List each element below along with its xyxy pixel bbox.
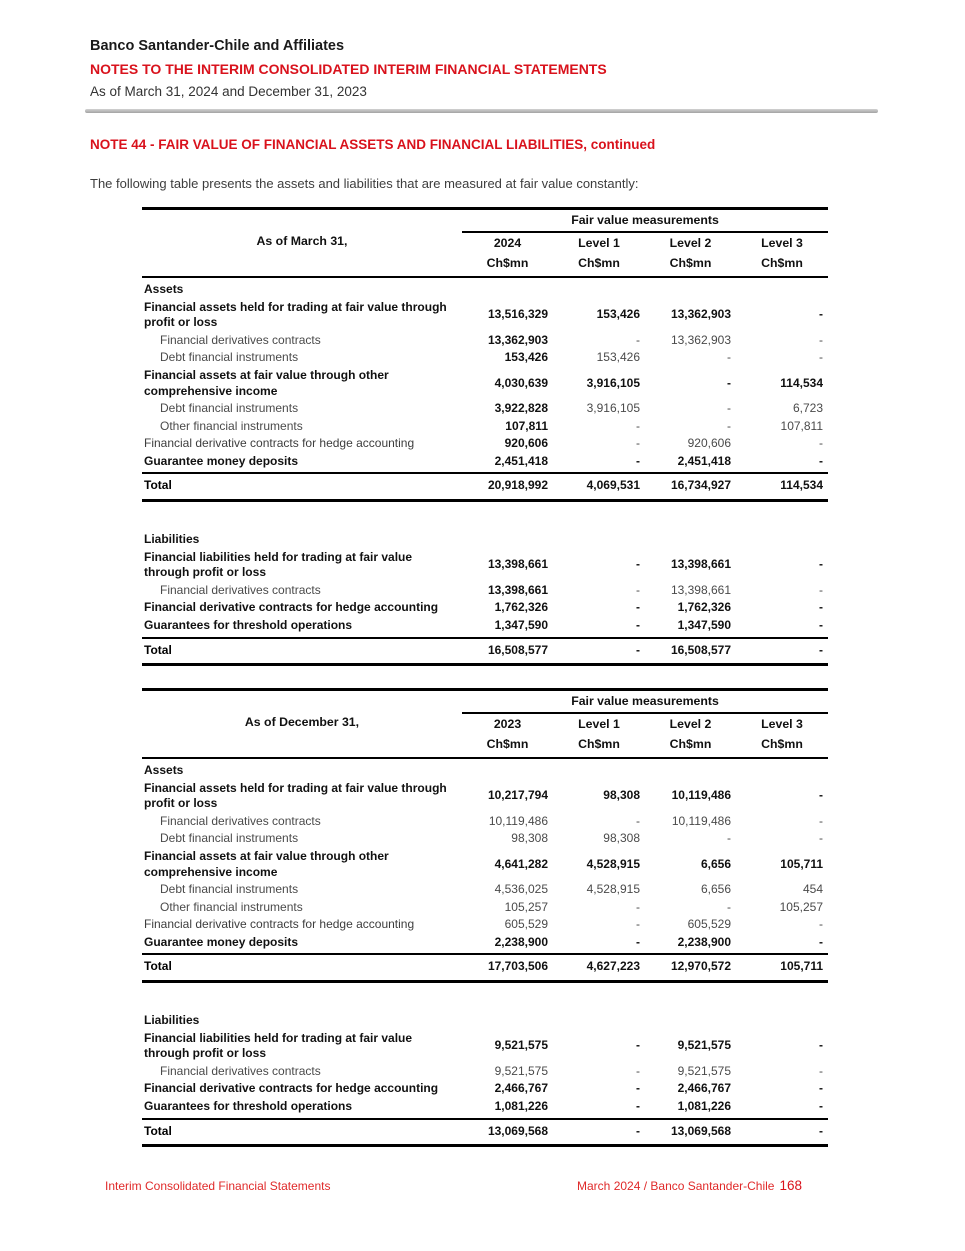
cell-value: 1,081,226: [645, 1098, 736, 1119]
cell-value: -: [736, 1119, 828, 1146]
column-header: 2024: [493, 235, 522, 250]
row-label: Assets: [144, 281, 184, 296]
cell-value: -: [736, 617, 828, 638]
cell-value: 2,466,767: [494, 1081, 548, 1096]
cell-value: -: [819, 582, 824, 597]
cell-value: [736, 758, 828, 780]
cell-value: [462, 277, 553, 299]
cell-value: [553, 758, 645, 780]
cell-value: -: [727, 899, 731, 914]
group-header: Fair value measurements: [462, 690, 828, 713]
row-label: Financial assets held for trading at fair value through profit or loss: [144, 780, 447, 811]
header-spacer: [142, 209, 462, 232]
cell-value: -: [819, 1038, 824, 1053]
cell-value: -: [736, 1098, 828, 1119]
cell-value: 2,238,900: [462, 934, 553, 955]
cell-value: 98,308: [603, 788, 640, 803]
page-footer: [105, 1178, 802, 1193]
cell-value: 6,656: [700, 856, 731, 871]
row-label: Financial assets at fair value through other comprehensive income: [144, 848, 389, 879]
cell-value: -: [819, 917, 824, 932]
header-spacer: [142, 253, 462, 277]
cell-value: 4,627,223: [553, 954, 645, 981]
group-header: Fair value measurements: [462, 209, 828, 232]
cell-value: 17,703,506: [462, 954, 553, 981]
cell-value: -: [636, 332, 640, 347]
table-row: [142, 367, 828, 400]
table-row: [142, 599, 828, 617]
date-line: As of March 31, 2024 and December 31, 2023: [90, 84, 367, 99]
cell-value: 114,534: [736, 473, 828, 500]
cell-value: -: [553, 1119, 645, 1146]
table-row: [142, 881, 828, 899]
fair-value-table-december-2023: [142, 688, 828, 1147]
cell-value: 10,217,794: [487, 788, 548, 803]
cell-value: 98,308: [603, 831, 640, 846]
row-label: Debt financial instruments: [160, 401, 299, 416]
cell-value: [645, 982, 736, 1030]
table-row: [142, 934, 828, 955]
fair-value-table-march-2024: [142, 207, 828, 666]
column-header: Level 1: [578, 235, 620, 250]
row-label: Financial derivative contracts for hedge accounting: [144, 1081, 439, 1096]
cell-value: 2,451,418: [645, 453, 736, 474]
header-spacer: [142, 690, 462, 713]
cell-value: [736, 982, 828, 1030]
cell-value: 6,656: [700, 882, 731, 897]
cell-value: -: [819, 788, 824, 803]
cell-value: -: [553, 1098, 645, 1119]
row-label: Debt financial instruments: [160, 350, 299, 365]
row-label: Other financial instruments: [160, 899, 303, 914]
row-label: Financial derivative contracts for hedge accounting: [144, 917, 415, 932]
cell-value: 16,734,927: [645, 473, 736, 500]
table-header: [142, 690, 828, 758]
table-row: [142, 435, 828, 453]
column-header: Level 2: [669, 235, 712, 250]
table-row: [142, 848, 828, 881]
column-header: Level 2: [669, 716, 712, 731]
cell-value: 2,466,767: [677, 1081, 731, 1096]
row-label: Financial liabilities held for trading at fair value through profit or loss: [144, 1030, 413, 1061]
column-header: Level 3: [761, 716, 803, 731]
cell-value: -: [819, 307, 824, 322]
table-row: [142, 1098, 828, 1119]
cell-value: [736, 501, 828, 549]
row-label: Financial assets at fair value through other comprehensive income: [144, 367, 389, 398]
cell-value: [645, 501, 736, 549]
cell-value: 9,521,575: [677, 1063, 731, 1078]
table-row: [142, 813, 828, 831]
table-row: [142, 400, 828, 418]
cell-value: 16,508,577: [462, 638, 553, 665]
cell-value: 920,606: [504, 436, 548, 451]
cell-value: [462, 758, 553, 780]
company-title: Banco Santander-Chile and Affiliates: [90, 38, 345, 54]
cell-value: -: [736, 638, 828, 665]
cell-value: -: [819, 1063, 824, 1078]
row-label: Financial liabilities held for trading at fair value through profit or loss: [144, 549, 413, 580]
table-row: [142, 617, 828, 638]
period-label: As of March 31,: [256, 234, 348, 249]
total-row: [142, 638, 828, 665]
row-label: Financial derivative contracts for hedge accounting: [144, 600, 439, 615]
cell-value: 153,426: [504, 350, 548, 365]
cell-value: 107,811: [505, 418, 548, 433]
cell-value: -: [553, 453, 645, 474]
cell-value: 13,362,903: [487, 332, 548, 347]
cell-value: 2,238,900: [645, 934, 736, 955]
cell-value: -: [819, 557, 824, 572]
section-header-row: [142, 982, 828, 1030]
cell-value: 105,711: [780, 856, 824, 871]
cell-value: -: [636, 557, 640, 572]
cell-value: [553, 982, 645, 1030]
cell-value: 3,922,828: [494, 401, 548, 416]
cell-value: 1,081,226: [462, 1098, 553, 1119]
cell-value: 9,521,575: [494, 1038, 548, 1053]
cell-value: 114,534: [780, 375, 824, 390]
cell-value: -: [819, 813, 824, 828]
cell-value: 454: [802, 882, 824, 897]
cell-value: 16,508,577: [645, 638, 736, 665]
cell-value: 153,426: [596, 307, 640, 322]
row-label: Financial derivatives contracts: [160, 1063, 321, 1078]
cell-value: -: [727, 401, 731, 416]
row-label: Total: [142, 1119, 462, 1146]
cell-value: -: [736, 453, 828, 474]
cell-value: 13,398,661: [487, 557, 548, 572]
footer-right: [577, 1178, 802, 1193]
cell-value: 1,762,326: [677, 600, 731, 615]
cell-value: 13,398,661: [670, 582, 731, 597]
unit-label: Ch$mn: [462, 734, 553, 758]
cell-value: [645, 758, 736, 780]
total-row: [142, 954, 828, 981]
cell-value: -: [636, 418, 640, 433]
liabilities-section: [142, 501, 828, 665]
table-row: [142, 1080, 828, 1098]
cell-value: [462, 501, 553, 549]
unit-label: Ch$mn: [645, 253, 736, 277]
cell-value: 4,536,025: [494, 882, 548, 897]
table-header: [142, 209, 828, 277]
unit-label: Ch$mn: [462, 253, 553, 277]
cell-value: 1,347,590: [462, 617, 553, 638]
cell-value: 12,970,572: [645, 954, 736, 981]
cell-value: 4,528,915: [586, 882, 640, 897]
table-row: [142, 349, 828, 367]
cell-value: 10,119,486: [488, 813, 548, 828]
cell-value: 1,347,590: [645, 617, 736, 638]
table-row: [142, 332, 828, 350]
table-row: [142, 549, 828, 582]
row-label: Assets: [144, 762, 184, 777]
cell-value: 13,362,903: [670, 307, 731, 322]
column-header: Level 3: [761, 235, 803, 250]
cell-value: 4,528,915: [586, 856, 640, 871]
section-header-row: [142, 501, 828, 549]
cell-value: 105,711: [736, 954, 828, 981]
header-spacer: [142, 734, 462, 758]
cell-value: -: [636, 1081, 640, 1096]
cell-value: -: [727, 375, 731, 390]
cell-value: 107,811: [780, 418, 824, 433]
table-row: [142, 582, 828, 600]
cell-value: [462, 982, 553, 1030]
cell-value: 4,069,531: [553, 473, 645, 500]
cell-value: -: [819, 831, 824, 846]
unit-label: Ch$mn: [553, 734, 645, 758]
row-label: Financial derivatives contracts: [160, 813, 321, 828]
cell-value: -: [636, 1038, 640, 1053]
row-label: Financial derivatives contracts: [160, 332, 321, 347]
page-header: [90, 38, 607, 99]
cell-value: -: [819, 332, 824, 347]
cell-value: -: [727, 350, 731, 365]
assets-section: [142, 277, 828, 501]
table-row: [142, 830, 828, 848]
cell-value: 3,916,105: [586, 375, 640, 390]
unit-label: Ch$mn: [736, 253, 828, 277]
row-label: Total: [142, 473, 462, 500]
cell-value: -: [636, 436, 640, 451]
table-row: [142, 1030, 828, 1063]
row-label: Liabilities: [144, 532, 200, 547]
cell-value: [645, 277, 736, 299]
period-label: As of December 31,: [244, 715, 360, 730]
table-row: [142, 1063, 828, 1081]
unit-label: Ch$mn: [645, 734, 736, 758]
cell-value: 920,606: [687, 436, 731, 451]
cell-value: 3,916,105: [586, 401, 640, 416]
row-label: Financial assets held for trading at fair value through profit or loss: [144, 299, 447, 330]
row-label: Debt financial instruments: [160, 831, 299, 846]
cell-value: 4,030,639: [494, 375, 548, 390]
cell-value: 13,398,661: [487, 582, 548, 597]
total-row: [142, 473, 828, 500]
intro-text: The following table presents the assets and liabilities that are measured at fair value constantly:: [90, 176, 639, 191]
cell-value: -: [636, 600, 640, 615]
row-label: Guarantee money deposits: [142, 453, 462, 474]
cell-value: 13,069,568: [645, 1119, 736, 1146]
unit-label: Ch$mn: [553, 253, 645, 277]
cell-value: 13,362,903: [670, 332, 731, 347]
liabilities-section: [142, 982, 828, 1146]
page-number: 168: [779, 1178, 802, 1193]
row-label: Total: [142, 954, 462, 981]
unit-label: Ch$mn: [736, 734, 828, 758]
row-label: Liabilities: [144, 1013, 200, 1028]
column-header: 2023: [493, 716, 522, 731]
cell-value: 105,257: [779, 899, 824, 914]
row-label: Guarantees for threshold operations: [142, 617, 462, 638]
row-label: Guarantees for threshold operations: [142, 1098, 462, 1119]
cell-value: -: [553, 617, 645, 638]
cell-value: 10,119,486: [671, 788, 731, 803]
cell-value: -: [727, 831, 731, 846]
note-heading: NOTE 44 - FAIR VALUE OF FINANCIAL ASSETS AND FINANCIAL LIABILITIES, continued: [90, 137, 656, 152]
table-row: [142, 780, 828, 813]
total-row: [142, 1119, 828, 1146]
cell-value: -: [553, 638, 645, 665]
cell-value: -: [636, 917, 640, 932]
cell-value: -: [819, 600, 824, 615]
cell-value: -: [736, 934, 828, 955]
footer-left-text: Interim Consolidated Financial Statements: [105, 1179, 331, 1193]
cell-value: -: [819, 1081, 824, 1096]
cell-value: 4,641,282: [494, 856, 548, 871]
section-header-row: [142, 758, 828, 780]
cell-value: -: [636, 899, 640, 914]
cell-value: 605,529: [687, 917, 731, 932]
cell-value: 6,723: [792, 401, 824, 416]
section-header-row: [142, 277, 828, 299]
table-row: [142, 453, 828, 474]
row-label: Debt financial instruments: [160, 882, 299, 897]
cell-value: [553, 501, 645, 549]
cell-value: 9,521,575: [494, 1063, 548, 1078]
row-label: Other financial instruments: [160, 418, 303, 433]
header-divider: [85, 109, 878, 113]
row-label: Financial derivatives contracts: [160, 582, 321, 597]
cell-value: 153,426: [596, 350, 640, 365]
cell-value: 1,762,326: [494, 600, 548, 615]
cell-value: 10,119,486: [671, 813, 731, 828]
column-header: Level 1: [578, 716, 620, 731]
cell-value: -: [636, 582, 640, 597]
cell-value: 13,069,568: [462, 1119, 553, 1146]
table-row: [142, 299, 828, 332]
cell-value: [553, 277, 645, 299]
cell-value: -: [636, 813, 640, 828]
cell-value: -: [636, 1063, 640, 1078]
table-row: [142, 418, 828, 436]
cell-value: 98,308: [511, 831, 548, 846]
row-label: Financial derivative contracts for hedge accounting: [144, 436, 415, 451]
assets-section: [142, 758, 828, 982]
cell-value: -: [727, 418, 731, 433]
row-label: Total: [142, 638, 462, 665]
cell-value: 9,521,575: [677, 1038, 731, 1053]
cell-value: 13,516,329: [487, 307, 548, 322]
row-label: Guarantee money deposits: [142, 934, 462, 955]
cell-value: -: [553, 934, 645, 955]
footer-right-text: March 2024 / Banco Santander-Chile: [577, 1179, 775, 1193]
cell-value: [736, 277, 828, 299]
table-row: [142, 916, 828, 934]
cell-value: -: [819, 436, 824, 451]
cell-value: 20,918,992: [462, 473, 553, 500]
cell-value: -: [819, 350, 824, 365]
cell-value: 105,257: [504, 899, 548, 914]
cell-value: 605,529: [504, 917, 548, 932]
cell-value: 13,398,661: [670, 557, 731, 572]
document-subtitle: NOTES TO THE INTERIM CONSOLIDATED INTERIM FINANCIAL STATEMENTS: [90, 61, 607, 77]
cell-value: 2,451,418: [462, 453, 553, 474]
table-row: [142, 899, 828, 917]
